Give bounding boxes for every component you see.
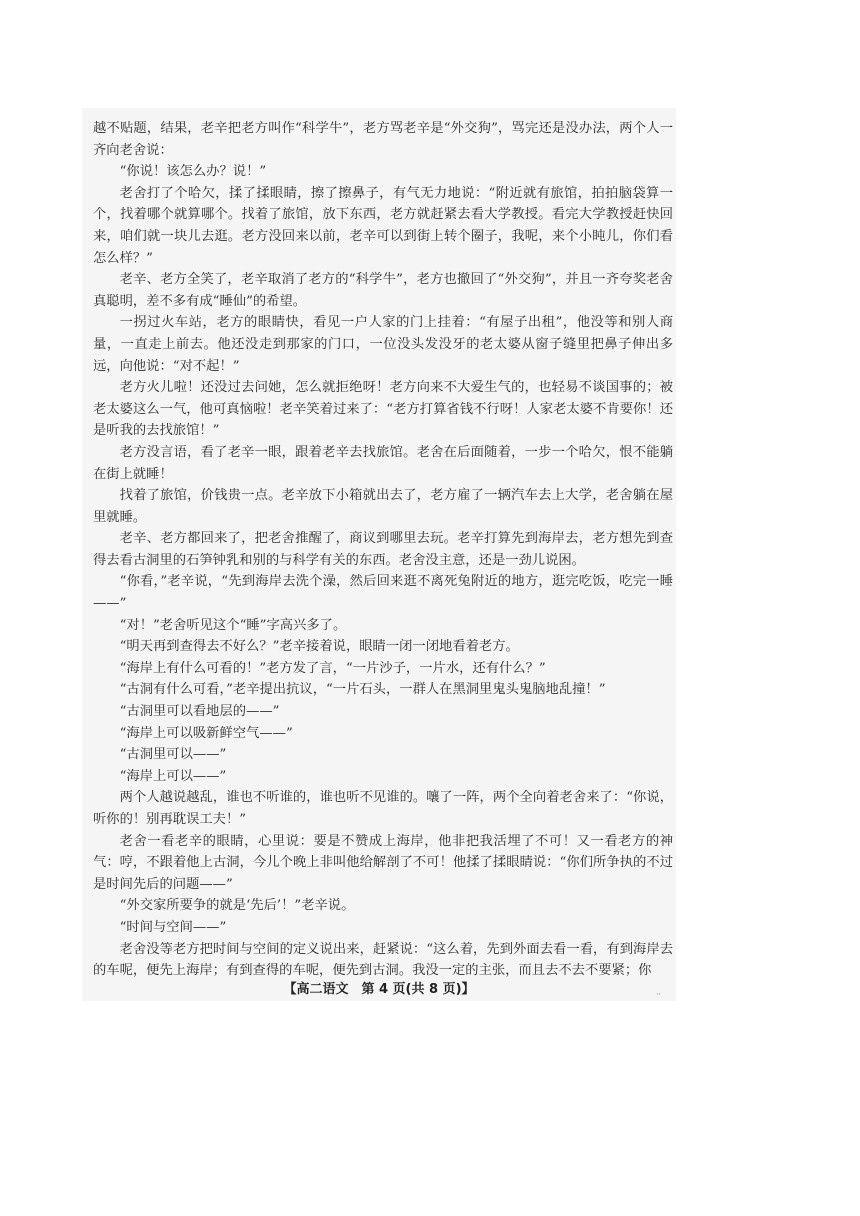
paragraph: 老舍没等老方把时间与空间的定义说出来，赶紧说：“这么着，先到外面去看一看，有到海岸去的车呢，便先上海岸；有到查得的车呢，便先到古洞。我没一定的主张，而且去不去不要紧；你 [93, 941, 673, 979]
paragraph: 老舍一看老辛的眼睛，心里说：要是不赞成上海岸，他非把我活埋了不可！又一看老方的神气：哼，不跟着他上古洞，今儿个晚上非叫他给解剖了不可！他揉了揉眼睛说：“你们所争执的不过是时间先后的问题——” [93, 833, 673, 892]
paragraph: “海岸上有什么可看的！”老方发了言，“一片沙子，一片水，还有什么？” [119, 660, 546, 676]
paragraph: 老方火儿啦！还没过去问她，怎么就拒绝呀！老方向来不大爱生气的，也轻易不谈国事的；被老太婆这么一气，他可真恼啦！老辛笑着过来了：“老方打算省钱不行呀！人家老太婆不肯要你！还是听我的去找旅馆！” [93, 380, 673, 439]
paragraph: “海岸上可以吸新鲜空气——” [119, 725, 293, 741]
scan-mark: ·· [656, 990, 662, 999]
paragraph: 找着了旅馆，价钱贵一点。老辛放下小箱就出去了，老方雇了一辆汽车去上大学，老舍躺在屋里就睡。 [93, 488, 673, 525]
paragraph: “你看，”老辛说，“先到海岸去洗个澡，然后回来逛不离死兔附近的地方，逛完吃饭，吃完一睡——” [93, 574, 673, 612]
paragraph: 老辛、老方都回来了，把老舍推醒了，商议到哪里去玩。老辛打算先到海岸去，老方想先到查得去看古洞里的石笋钟乳和别的与科学有关的东西。老舍没主意，还是一劲儿说困。 [93, 531, 673, 568]
paragraph: “外交家所要争的就是‘先后’！”老辛说。 [119, 898, 355, 914]
page-footer: 【高二语文 第 4 页(共 8 页)】 [283, 982, 475, 997]
paragraph: 两个人越说越乱，谁也不听谁的，谁也听不见谁的。嚷了一阵，两个全向着老舍来了：“你说，听你的！别再耽误工夫！” [93, 790, 673, 827]
paragraph: “古洞里可以——” [119, 747, 227, 763]
paragraph: “时间与空间——” [119, 919, 227, 935]
paragraph: “古洞有什么可看，”老辛提出抗议，“一片石头，一群人在黑洞里鬼头鬼脑地乱撞！” [119, 682, 606, 698]
paragraph: “你说！该怎么办？说！” [119, 164, 267, 180]
paragraph: 老舍打了个哈欠，揉了揉眼睛，擦了擦鼻子，有气无力地说：“附近就有旅馆，拍拍脑袋算一个，找着哪个就算哪个。找着了旅馆，放下东西，老方就赶紧去看大学教授。看完大学教授赶快回来，咱们就一块儿去逛。老方没回来以前，老辛可以到街上转个圈子，我呢，来个小盹儿，你们看怎么样？” [93, 185, 673, 266]
article-body [93, 118, 673, 982]
paragraph: “海岸上可以——” [119, 768, 227, 784]
paragraph: 老方没言语，看了老辛一眼，跟着老辛去找旅馆。老舍在后面随着，一步一个哈欠，恨不能躺在街上就睡！ [93, 444, 673, 482]
paragraph: 老辛、老方全笑了，老辛取消了老方的“科学牛”，老方也撤回了“外交狗”，并且一齐夸奖老舍真聪明，差不多有成“睡仙”的希望。 [93, 272, 673, 309]
paragraph: “明天再到查得去不好么？”老辛接着说，眼睛一闭一闭地看着老方。 [119, 639, 519, 655]
paragraph: “对！”老舍听见这个“睡”字高兴多了。 [119, 617, 347, 633]
paragraph: 越不贴题，结果，老辛把老方叫作“科学牛”，老方骂老辛是“外交狗”，骂完还是没办法，两个人一齐向老舍说： [93, 121, 673, 158]
paragraph: “古洞里可以看地层的——” [119, 704, 280, 720]
paragraph: 一拐过火车站，老方的眼睛快，看见一户人家的门上挂着：“有屋子出租”，他没等和别人商量，一直走上前去。他还没走到那家的门口，一位没头发没牙的老太婆从窗子缝里把鼻子伸出多远，向他说：“对不起！” [93, 315, 673, 374]
